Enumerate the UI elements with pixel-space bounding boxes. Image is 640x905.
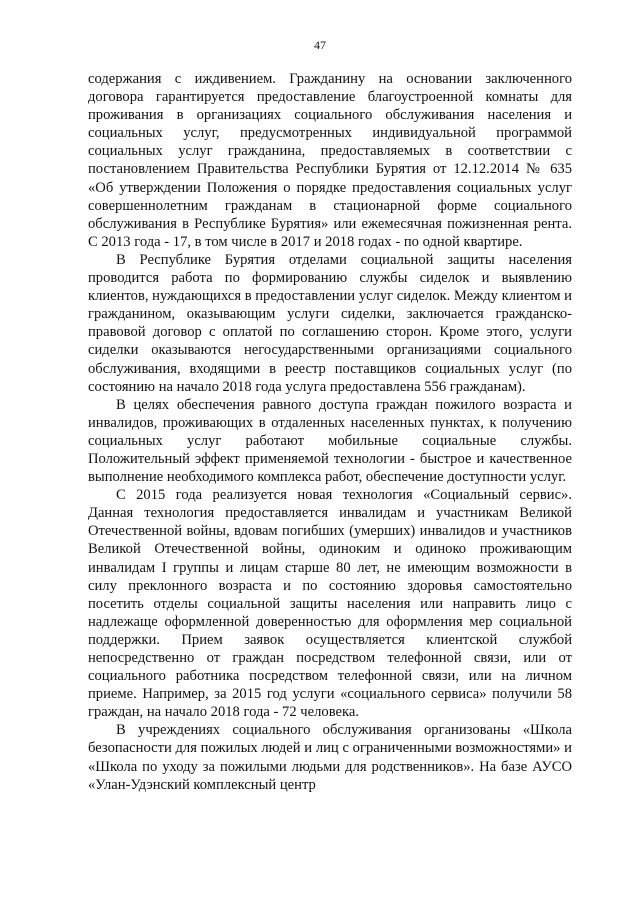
paragraph: содержания с иждивением. Гражданину на основании заключенного договора гарантируется предоставление благоустроенной комнаты для проживания в организациях социального обслуживания населения и социальных услуг, предусмотренных индивидуальной программой социальных услуг гражданина, предоставляемых в соответствии с постановлением Правительства Республики Бурятия от 12.12.2014 № 635 «Об утверждении Положения о порядке предоставления социальных услуг совершеннолетним гражданам в стационарной форме социального обслуживания в Республике Бурятия» или ежемесячная пожизненная рента. С 2013 года - 17, в том числе в 2017 и 2018 годах - по одной квартире. [88,71,572,250]
page-number: 47 [314,38,326,52]
paragraph: В целях обеспечения равного доступа граждан пожилого возраста и инвалидов, проживающих в отдаленных населенных пунктах, к получению социальных услуг работают мобильные социальные службы. Положительный эффект применяемой технологии - быстрое и качественное выполнение необходимого комплекса работ, обеспечение доступности услуг. [88,396,572,486]
paragraph: С 2015 года реализуется новая технология «Социальный сервис». Данная технология предоставляется инвалидам и участникам Великой Отечественной войны, вдовам погибших (умерших) инвалидов и участников Великой Отечественной войны, одиноким и одиноко проживающим инвалидам I группы и лицам старше 80 лет, не имеющим возможности в силу преклонного возраста и по состоянию здоровья самостоятельно посетить отделы социальной защиты населения или направить лицо с надлежаще оформленной доверенностью для оформления мер социальной поддержки. Прием заявок осуществляется клиентской службой непосредственно от граждан посредством телефонной связи, или от социального работника посредством телефонной связи, или на личном приеме. Например, за 2015 год услуги «социального сервиса» получили 58 граждан, на начало 2018 года - 72 человека. [88,487,572,721]
paragraph: В Республике Бурятия отделами социальной защиты населения проводится работа по формированию службы сиделок и выявлению клиентов, нуждающихся в предоставлении услуг сиделок. Между клиентом и гражданином, оказывающим услуги сиделки, заключается гражданско-правовой договор с оплатой по соглашению сторон. Кроме этого, услуги сиделки оказываются негосударственными организациями социального обслуживания, входящими в реестр поставщиков социальных услуг (по состоянию на начало 2018 года услуга предоставлена 556 гражданам). [88,251,572,395]
paragraph: В учреждениях социального обслуживания организованы «Школа безопасности для пожилых людей и лиц с ограниченными возможностями» и «Школа по уходу за пожилыми людьми для родственников». На базе АУСО «Улан-Удэнский комплексный центр [88,722,572,793]
text-body [88,70,572,794]
